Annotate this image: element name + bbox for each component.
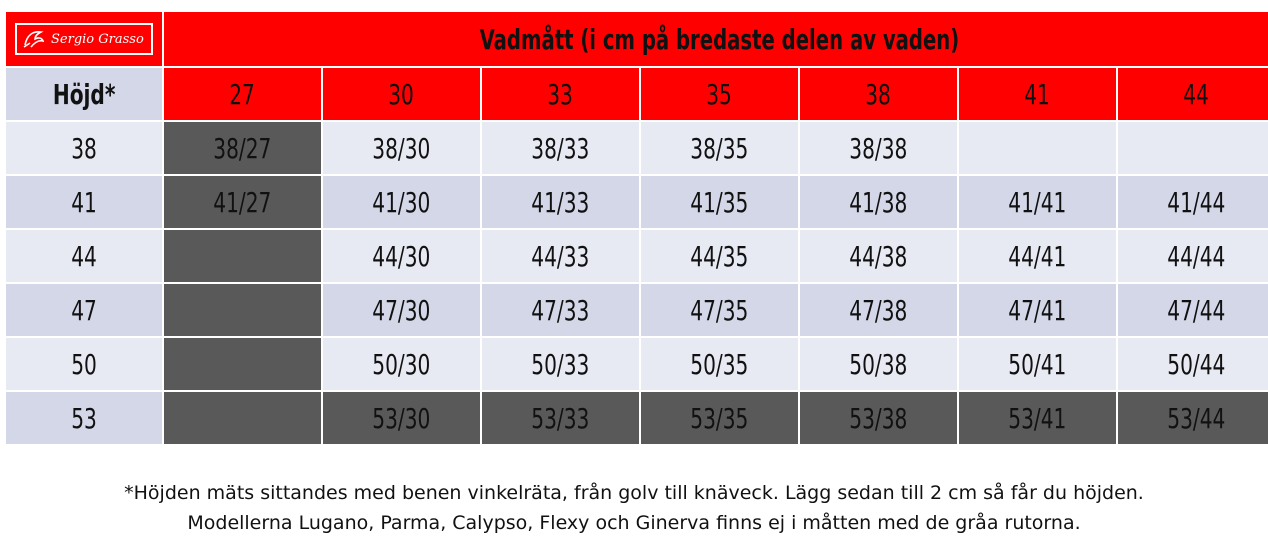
size-cell-text: 50/30 [372,347,431,381]
column-header [164,68,321,120]
column-header-text: 27 [229,77,256,111]
size-cell-text: 44/38 [849,239,908,273]
size-cell [323,338,480,390]
size-cell [641,230,798,282]
row-label [6,230,162,282]
size-cell [482,338,639,390]
size-cell-unavailable [164,176,321,228]
size-cell [323,176,480,228]
size-cell-text: 38/27 [213,131,272,165]
column-header [482,68,639,120]
size-cell-text: 53/44 [1167,401,1226,435]
size-cell-unavailable [164,230,321,282]
size-cell [641,122,798,174]
size-cell-text: 38/33 [531,131,590,165]
size-cell [1118,230,1268,282]
brand-logo-mark-icon [21,27,47,51]
size-cell [800,230,957,282]
size-cell [323,230,480,282]
row-label [6,392,162,444]
size-cell [1118,122,1268,174]
column-header [641,68,798,120]
row-label [6,284,162,336]
size-cell [1118,338,1268,390]
size-cell-unavailable [482,392,639,444]
column-header [800,68,957,120]
size-cell-unavailable [164,122,321,174]
size-cell [323,284,480,336]
size-cell-text: 44/33 [531,239,590,273]
row-label-text: 53 [71,401,97,435]
table-title-cell [164,12,1268,66]
size-cell-text: 50/44 [1167,347,1226,381]
size-cell-text: 47/38 [849,293,908,327]
size-cell [959,284,1116,336]
column-header-text: 38 [865,77,892,111]
size-cell-text: 44/35 [690,239,749,273]
size-cell-text: 53/38 [849,401,908,435]
row-label [6,338,162,390]
size-cell-text: 50/33 [531,347,590,381]
size-cell [641,338,798,390]
size-cell-text: 53/35 [690,401,749,435]
row-header-label [6,68,162,120]
size-cell-text: 41/30 [372,185,431,219]
brand-logo [15,23,153,55]
size-cell [641,284,798,336]
size-cell-unavailable [1118,392,1268,444]
size-cell [323,122,480,174]
column-header [323,68,480,120]
size-cell-unavailable [164,284,321,336]
brand-logo-text: Sergio Grasso [51,31,144,47]
row-label [6,122,162,174]
size-cell-text: 53/41 [1008,401,1067,435]
size-cell-text: 53/30 [372,401,431,435]
size-cell [482,230,639,282]
row-label-text: 47 [71,293,97,327]
size-cell [800,284,957,336]
column-header [1118,68,1268,120]
size-cell-text: 47/33 [531,293,590,327]
size-cell [1118,284,1268,336]
column-header [959,68,1116,120]
size-cell-text: 50/38 [849,347,908,381]
size-cell [959,338,1116,390]
footer-note [0,478,1268,538]
size-cell-text: 44/41 [1008,239,1067,273]
logo-cell [6,12,162,66]
size-cell-text: 47/30 [372,293,431,327]
size-cell-text: 44/30 [372,239,431,273]
column-header-text: 41 [1024,77,1051,111]
size-cell-text: 50/35 [690,347,749,381]
column-header-text: 35 [706,77,733,111]
size-cell-text: 50/41 [1008,347,1067,381]
size-table [6,12,1262,444]
size-cell-text: 38/38 [849,131,908,165]
size-cell [800,122,957,174]
row-label-text: 50 [71,347,97,381]
size-cell-text: 47/41 [1008,293,1067,327]
size-cell-text: 44/44 [1167,239,1226,273]
size-cell-text: 41/27 [213,185,272,219]
size-cell-unavailable [800,392,957,444]
size-cell [800,338,957,390]
size-cell [482,122,639,174]
size-cell [482,176,639,228]
size-cell-text: 38/35 [690,131,749,165]
size-cell-text: 41/38 [849,185,908,219]
column-header-text: 30 [388,77,415,111]
size-cell-unavailable [959,392,1116,444]
size-cell-text: 53/33 [531,401,590,435]
row-label-text: 44 [71,239,97,273]
table-title: Vadmått (i cm på bredaste delen av vaden) [479,22,960,56]
column-header-text: 44 [1183,77,1210,111]
row-label-text: 38 [71,131,97,165]
size-cell [959,122,1116,174]
size-cell [959,176,1116,228]
size-cell [482,284,639,336]
size-cell-text: 41/41 [1008,185,1067,219]
size-cell-unavailable [641,392,798,444]
size-cell [641,176,798,228]
size-cell [1118,176,1268,228]
size-cell-text: 41/33 [531,185,590,219]
size-cell [800,176,957,228]
column-header-text: 33 [547,77,574,111]
footer-line-2: Modellerna Lugano, Parma, Calypso, Flexy och Ginerva finns ej i måtten med de gråa rutorna. [187,512,1081,534]
size-cell [959,230,1116,282]
row-label-text: 41 [71,185,97,219]
size-cell-unavailable [164,338,321,390]
size-cell-text: 47/44 [1167,293,1226,327]
footer-line-1: *Höjden mäts sittandes med benen vinkelräta, från golv till knäveck. Lägg sedan till 2 cm så får du höjden. [124,482,1144,504]
size-cell-text: 41/35 [690,185,749,219]
size-cell-unavailable [323,392,480,444]
row-header-text: Höjd* [52,77,116,111]
row-label [6,176,162,228]
size-cell-text: 38/30 [372,131,431,165]
size-cell-text: 41/44 [1167,185,1226,219]
size-cell-text: 47/35 [690,293,749,327]
size-cell-unavailable [164,392,321,444]
